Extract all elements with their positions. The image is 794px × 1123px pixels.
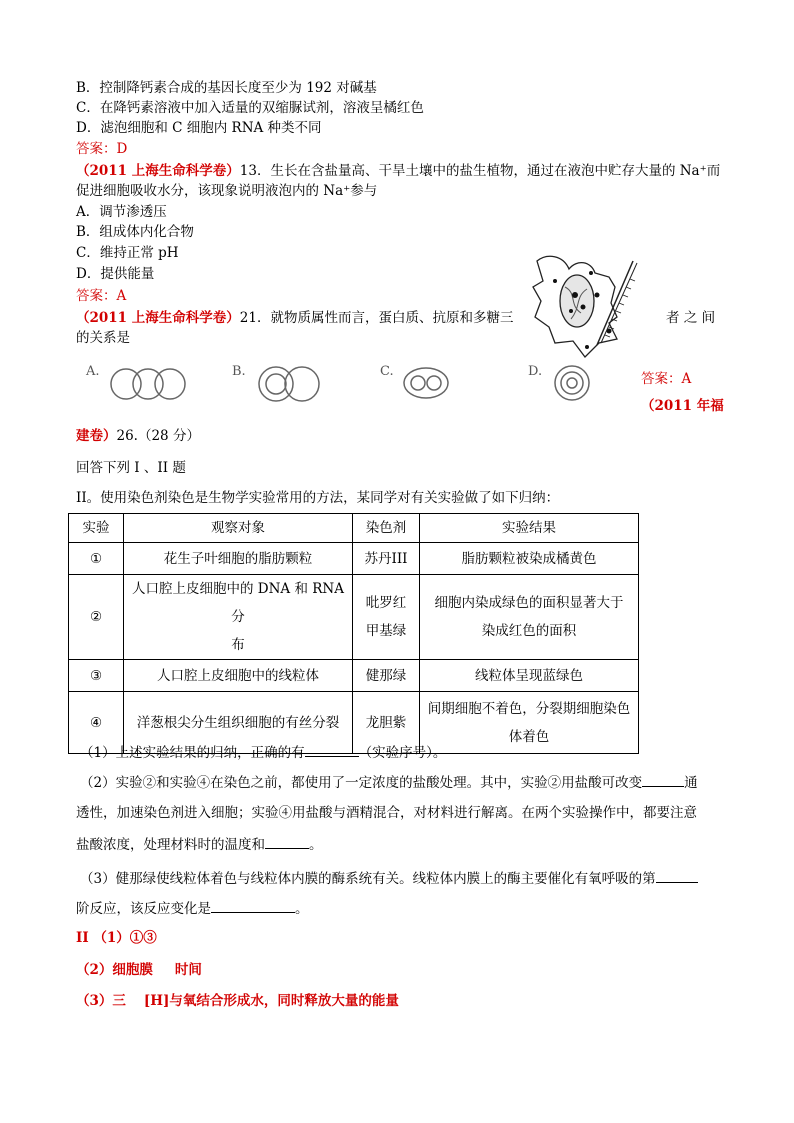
cell-text: 细胞内染成绿色的面积显著大于: [434, 595, 624, 611]
cell-text: 染成红色的面积: [481, 623, 577, 639]
text: 通: [684, 775, 698, 791]
question-13: [76, 161, 720, 181]
text: （2）细胞膜: [76, 962, 153, 978]
subquestion-1: [80, 742, 446, 763]
question-number: 26.（28 分）: [116, 428, 200, 444]
text: （3）健那绿使线粒体着色与线粒体内膜的酶系统有关。线粒体内膜上的酶主要催化有氧呼吸的第: [80, 871, 656, 887]
cell-sketch-figure: [525, 243, 643, 361]
cell-dye: 龙胆紫: [353, 692, 420, 754]
cell-text: 布: [231, 637, 245, 653]
q13-option-a: A．调节渗透压: [76, 204, 167, 220]
text: 盐酸浓度，处理材料时的温度和: [76, 837, 265, 853]
text: （2）实验②和实验④在染色之前，都使用了一定浓度的盐酸处理。其中，实验②用盐酸可改变: [80, 775, 643, 791]
q13-option-c: C．维持正常 pH: [76, 245, 179, 261]
nested-overlapping-circles-icon: [256, 364, 324, 402]
header-cell: 染色剂: [353, 514, 420, 543]
q13-option-d: D．提供能量: [76, 266, 155, 282]
choice-a: [86, 362, 196, 402]
cell-text: 吡罗红: [365, 595, 407, 611]
answer-key-3: [76, 991, 399, 1011]
question-21-cont: 的关系是: [76, 330, 130, 346]
text: 。: [295, 901, 309, 917]
answer-key-2: [76, 960, 202, 980]
option-d: D．滤泡细胞和 C 细胞内 RNA 种类不同: [76, 120, 322, 136]
text: [H]与氧结合形成水，同时释放大量的能量: [143, 993, 399, 1009]
question-text: 13．生长在含盐量高、干旱土壤中的盐生植物，通过在液泡中贮存大量的 Na⁺而: [239, 163, 721, 179]
option-c: C．在降钙素溶液中加入适量的双缩脲试剂，溶液呈橘红色: [76, 100, 424, 116]
cell-text: 间期细胞不着色，分裂期细胞染色: [427, 700, 631, 717]
answer-blank: [211, 898, 295, 913]
text: 阶反应，该反应变化是: [76, 901, 211, 917]
three-overlapping-circles-icon: [108, 366, 188, 402]
choice-label: B.: [232, 364, 246, 379]
source-label: （2011 上海生命科学卷）: [76, 310, 240, 326]
text: （1）上述实验结果的归纳，正确的有: [80, 745, 305, 761]
cell-result: 线粒体呈现蓝绿色: [420, 660, 639, 692]
question-13-cont: 促进细胞吸收水分，该现象说明液泡内的 Na⁺参与: [76, 183, 378, 199]
cell-id: ④: [69, 692, 124, 754]
choice-d: [528, 362, 608, 402]
table-row: [69, 575, 639, 660]
table-row: [69, 543, 639, 575]
source-label: （2011 上海生命科学卷）: [76, 163, 240, 179]
cell-object: 花生子叶细胞的脂肪颗粒: [124, 543, 353, 575]
cell-text: 人口腔上皮细胞中的 DNA 和 RNA 分: [132, 581, 344, 625]
answer-2: 答案：A: [76, 288, 127, 304]
answer-3: 答案：A: [641, 371, 692, 387]
choice-c: [380, 362, 460, 402]
subquestion-3-cont: [76, 898, 309, 919]
answer-blank: [642, 772, 684, 787]
subquestion-3: [80, 868, 698, 889]
answer-blank: [265, 834, 309, 849]
cell-id: ②: [69, 575, 124, 660]
header-cell: 实验: [69, 514, 124, 543]
fujian-intro: 回答下列 I 、II 题: [76, 460, 186, 476]
choice-label: D.: [528, 364, 543, 379]
cell-object: [124, 575, 353, 660]
cell-id: ③: [69, 660, 124, 692]
cell-dye: 苏丹III: [353, 543, 420, 575]
text: （3）三: [76, 993, 126, 1009]
answer-1: 答案：D: [76, 141, 128, 157]
cell-result: 脂肪颗粒被染成橘黄色: [420, 543, 639, 575]
cell-result: [420, 575, 639, 660]
option-b: B．控制降钙素合成的基因长度至少为 192 对碱基: [76, 80, 377, 96]
experiment-table: [68, 513, 639, 754]
subquestion-2-end: [76, 834, 323, 855]
concentric-circles-icon: [552, 364, 592, 402]
header-cell: 实验结果: [420, 514, 639, 543]
choice-label: A.: [86, 364, 100, 379]
header-cell: 观察对象: [124, 514, 353, 543]
table-row: [69, 660, 639, 692]
cell-id: ①: [69, 543, 124, 575]
answer-key-1: II （1）①③: [76, 930, 157, 946]
text: （实验序号）。: [358, 745, 447, 761]
answer-blank: [305, 742, 359, 757]
cell-object: 洋葱根尖分生组织细胞的有丝分裂: [124, 692, 353, 754]
question-21: [76, 308, 513, 328]
two-inner-circles-icon: [402, 366, 452, 400]
q13-option-b: B．组成体内化合物: [76, 224, 194, 240]
question-text: 21．就物质属性而言，蛋白质、抗原和多糖三: [239, 310, 514, 326]
subquestion-2: [80, 772, 698, 793]
cell-object: 人口腔上皮细胞中的线粒体: [124, 660, 353, 692]
subquestion-2-cont: 透性，加速染色剂进入细胞；实验④用盐酸与酒精混合，对材料进行解离。在两个实验操作中，都要注意: [76, 805, 697, 821]
cell-result: [420, 692, 639, 754]
cell-dye: 健那绿: [353, 660, 420, 692]
choice-b: [232, 362, 332, 402]
fujian-source-a: （2011 年福: [641, 398, 724, 414]
fujian-part-ii: II。使用染色剂染色是生物学实验常用的方法，某同学对有关实验做了如下归纳：: [76, 490, 560, 506]
fujian-question: [76, 426, 200, 446]
text: 时间: [174, 962, 202, 978]
question-21-tail: 者 之 间: [666, 310, 716, 326]
text: 。: [309, 837, 323, 853]
cell-dye: [353, 575, 420, 660]
answer-blank: [656, 868, 698, 883]
cell-text: 体着色: [508, 728, 550, 745]
cell-text: 甲基绿: [365, 623, 407, 639]
fujian-source-b: 建卷）: [76, 428, 117, 444]
table-header-row: [69, 514, 639, 543]
choice-label: C.: [380, 364, 394, 379]
